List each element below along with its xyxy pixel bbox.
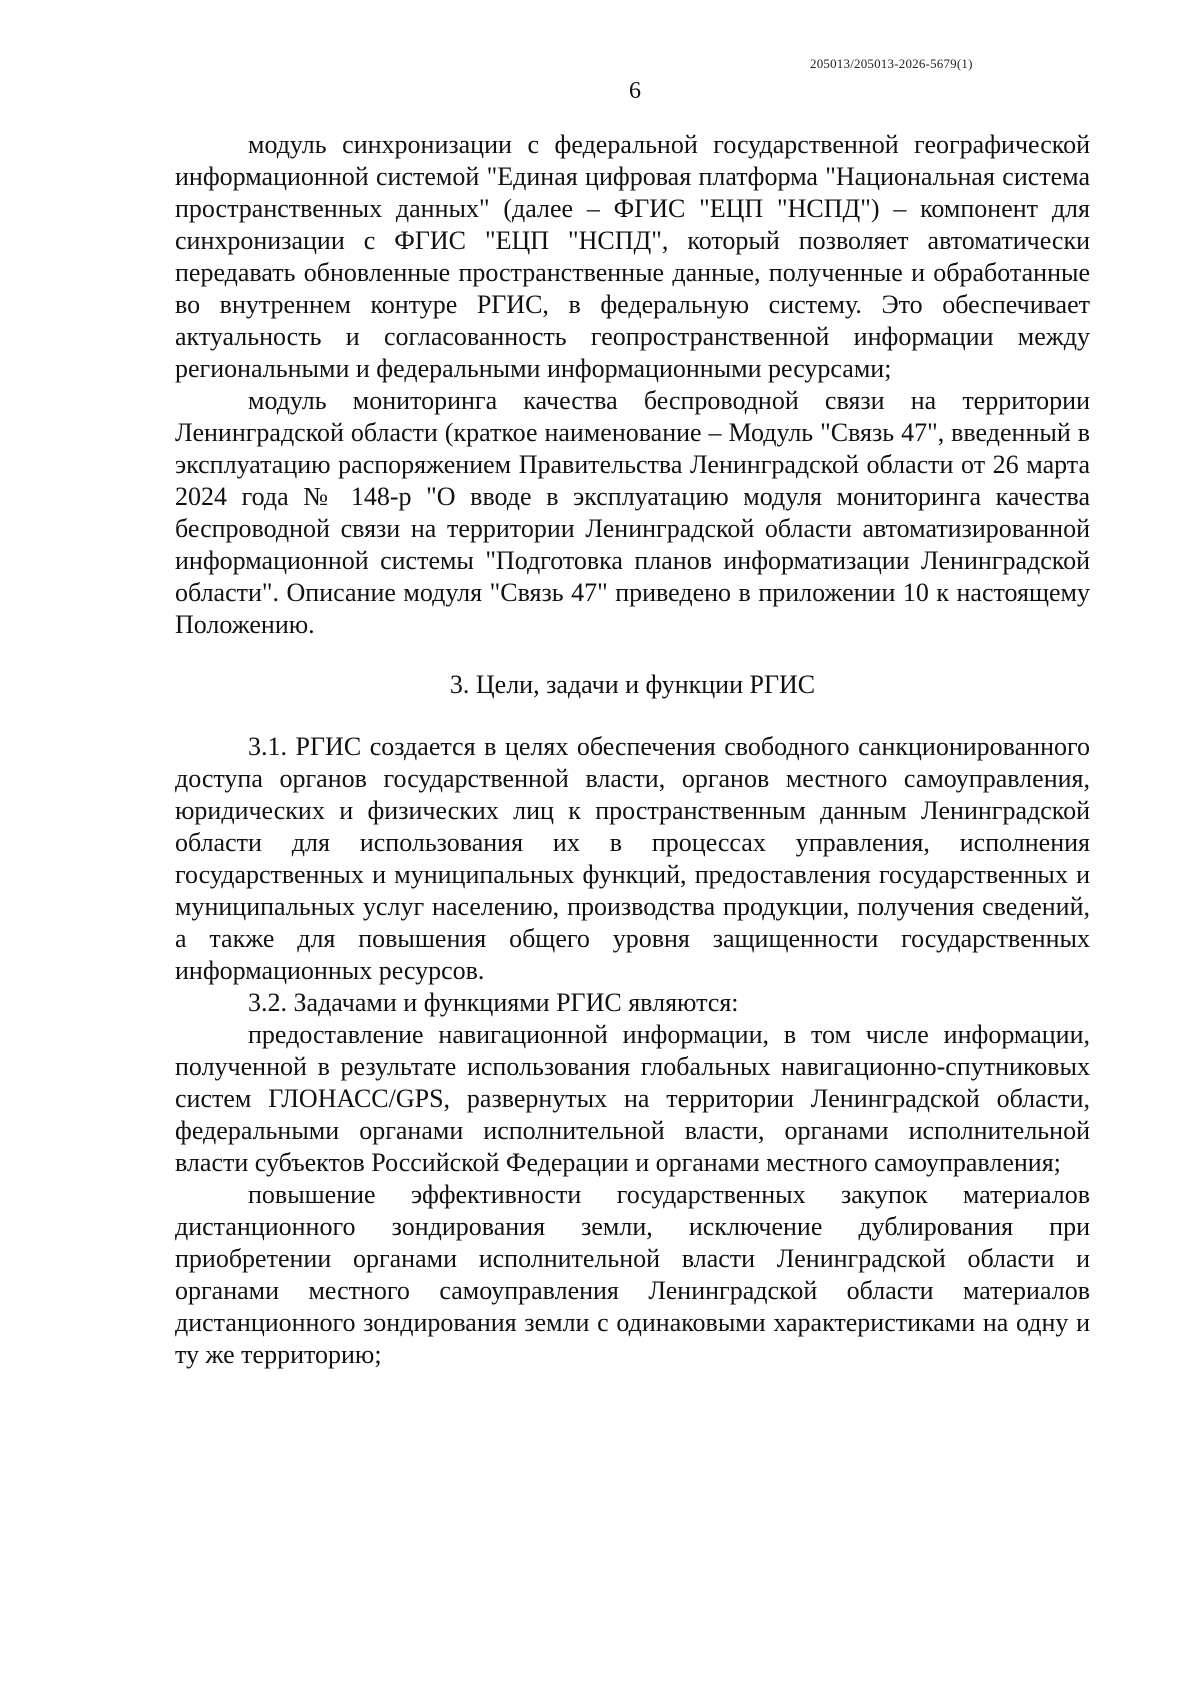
list-item-navigation: предоставление навигационной информации, в том числе информации, полученной в результате использования глобальных навигационно-спутниковых систем ГЛОНАСС/GPS, развернутых на территории Ленинградской области, федеральными органами исполнительной власти, органами исполнительной власти субъектов Российской Федерации и органами местного самоуправления; — [175, 1020, 1090, 1177]
paragraph-monitoring-module: модуль мониторинга качества беспроводной связи на территории Ленинградской области (краткое наименование – Модуль "Связь 47", введенный в эксплуатацию распоряжением Правительства Ленинградской области от 26 марта 2024 года № 148-р "О вводе в эксплуатацию модуля мониторинга качества беспроводной связи на территории Ленинградской области автоматизированной информационной системы "Подготовка планов информатизации Ленинградской области". Описание модуля "Связь 47" приведено в приложении 10 к настоящему Положению. — [175, 386, 1090, 639]
paragraph-3-2: 3.2. Задачами и функциями РГИС являются: — [248, 988, 739, 1017]
paragraph-3-1: 3.1. РГИС создается в целях обеспечения свободного санкционированного доступа органов государственной власти, органов местного самоуправления, юридических и физических лиц к пространственным данным Ленинградской области для использования их в процессах управления, исполнения государственных и муниципальных функций, предоставления государственных и муниципальных услуг населению, производства продукции, получения сведений, а также для повышения общего уровня защищенности государственных информационных ресурсов. — [175, 732, 1090, 985]
list-item-procurement: повышение эффективности государственных закупок материалов дистанционного зондирования земли, исключение дублирования при приобретении органами исполнительной власти Ленинградской области и органами местного самоуправления Ленинградской области материалов дистанционного зондирования земли с одинаковыми характеристиками на одну и ту же территорию; — [175, 1180, 1090, 1369]
section-heading: 3. Цели, задачи и функции РГИС — [449, 670, 816, 699]
document-body — [175, 129, 1090, 1371]
page-number: 6 — [629, 78, 641, 104]
paragraph-sync-module: модуль синхронизации с федеральной государственной географической информационной системой "Единая цифровая платформа "Национальная система пространственных данных" (далее – ФГИС "ЕЦП "НСПД") – компонент для синхронизации с ФГИС "ЕЦП "НСПД", который позволяет автоматически передавать обновленные пространственные данные, полученные и обработанные во внутреннем контуре РГИС, в федеральную систему. Это обеспечивает актуальность и согласованность геопространственной информации между региональными и федеральными информационными ресурсами; — [175, 130, 1090, 383]
document-registration-number: 205013/205013-2026-5679(1) — [810, 56, 973, 71]
